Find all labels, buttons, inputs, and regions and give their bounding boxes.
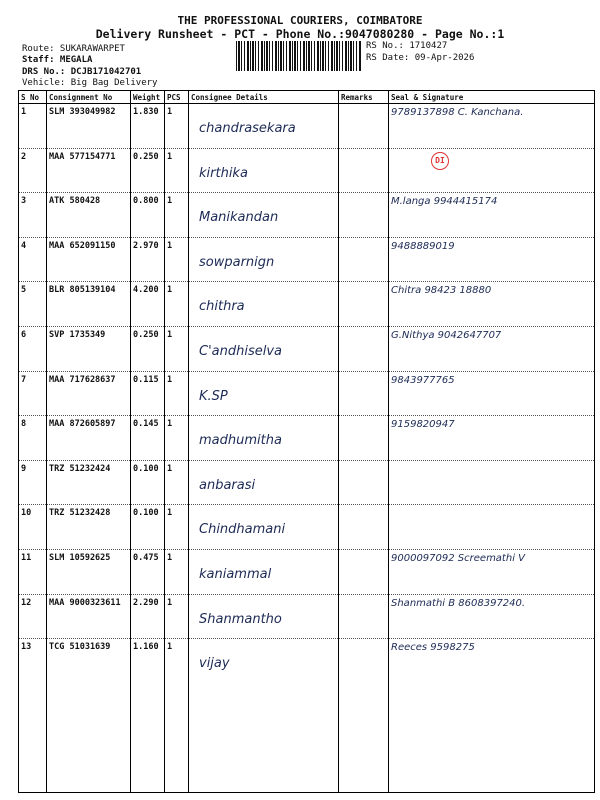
cell-weight-text: 2.970 [133,240,159,251]
cell-signature [389,237,595,282]
cell-pcs [165,416,189,461]
cell-consignee-text: anbarasi [199,477,256,493]
cell-signature-text: 9159820947 [391,419,455,431]
cell-consignment-no [47,416,131,461]
cell-pcs [165,193,189,238]
cell-sno-text: 12 [21,597,32,608]
cell-sno [19,460,47,505]
cell-sno-text: 3 [21,196,27,207]
cell-weight-text: 0.475 [133,552,159,563]
cell-consignment-no-text: MAA 717628637 [49,374,116,385]
cell-sno [19,282,47,327]
runsheet-subtitle: Delivery Runsheet - PCT - Phone No.:9047080280 - Page No.:1 [95,27,505,41]
cell-weight-text: 0.100 [133,463,159,474]
table-row [19,594,595,639]
cell-signature [389,460,595,505]
cell-consignee [189,416,339,461]
cell-remarks [339,282,389,327]
cell-sno-text: 4 [21,240,27,251]
cell-consignment-no [47,639,131,793]
rs-number: RS No.: 1710427 [366,41,448,51]
col-pcs: PCS [165,91,189,104]
cell-weight [131,237,165,282]
cell-remarks [339,460,389,505]
col-consignment: Consignment No [47,91,131,104]
cell-consignment-no [47,371,131,416]
cell-consignment-no-text: TRZ 51232428 [49,508,111,519]
col-consignee: Consignee Details [189,91,339,104]
cell-weight-text: 0.145 [133,419,159,430]
cell-signature-text: 9000097092 Screemathi V [391,552,525,564]
cell-pcs-text: 1 [167,196,173,207]
delivered-stamp-icon: DI [431,152,449,170]
table-row [19,237,595,282]
table-row [19,460,595,505]
cell-consignee [189,282,339,327]
cell-consignee-text: vijay [199,656,230,672]
cell-pcs-text: 1 [167,642,173,653]
route-label: Route: SUKARAWARPET [22,44,125,54]
cell-weight [131,416,165,461]
cell-consignment-no-text: TCG 51031639 [49,642,111,653]
cell-consignment-no [47,505,131,550]
cell-consignee [189,326,339,371]
cell-pcs [165,460,189,505]
cell-sno-text: 6 [21,329,27,340]
cell-weight [131,282,165,327]
cell-sno-text: 9 [21,463,27,474]
cell-signature-text: 9789137898 C. Kanchana. [391,107,524,118]
cell-consignee [189,460,339,505]
cell-consignment-no [47,549,131,594]
cell-consignee-text: sowparnign [199,254,275,270]
cell-sno [19,326,47,371]
cell-sno [19,237,47,282]
cell-weight [131,549,165,594]
cell-consignment-no [47,104,131,149]
col-weight: Weight [131,91,165,104]
cell-pcs-text: 1 [167,329,173,340]
cell-remarks [339,104,389,149]
cell-sno-text: 1 [21,107,27,117]
cell-remarks [339,594,389,639]
cell-pcs [165,148,189,193]
cell-sno-text: 7 [21,374,27,385]
col-sno: S No [19,91,47,104]
cell-signature-text: Chitra 98423 18880 [391,285,492,297]
cell-sno [19,104,47,149]
cell-signature-text: 9488889019 [391,240,455,252]
cell-signature-text: M.langa 9944415174 [391,196,498,208]
cell-sno-text: 2 [21,151,27,162]
cell-signature [389,639,595,793]
cell-pcs-text: 1 [167,552,173,563]
cell-sno [19,594,47,639]
runsheet-table [18,90,595,793]
cell-sno [19,505,47,550]
cell-consignment-no [47,193,131,238]
cell-consignment-no [47,594,131,639]
cell-consignee-text: kaniammal [199,566,272,582]
cell-consignee [189,371,339,416]
cell-weight-text: 0.100 [133,508,159,519]
cell-consignee-text: chithra [199,299,245,315]
cell-consignee [189,594,339,639]
cell-pcs [165,505,189,550]
cell-consignee [189,104,339,149]
cell-consignment-no [47,282,131,327]
cell-consignee-text: Shanmantho [199,611,282,627]
cell-sno [19,549,47,594]
table-row [19,282,595,327]
cell-signature [389,505,595,550]
cell-remarks [339,549,389,594]
vehicle-label: Vehicle: Big Bag Delivery [22,78,158,88]
cell-pcs-text: 1 [167,463,173,474]
cell-weight-text: 0.250 [133,329,159,340]
cell-sno-text: 5 [21,285,27,296]
table-row [19,193,595,238]
cell-consignment-no-text: MAA 577154771 [49,151,116,162]
cell-remarks [339,148,389,193]
cell-signature-text: 9843977765 [391,374,455,386]
cell-weight [131,460,165,505]
cell-pcs-text: 1 [167,240,173,251]
cell-pcs-text: 1 [167,285,173,296]
cell-consignee-text: chandrasekara [199,121,296,136]
cell-pcs-text: 1 [167,419,173,430]
cell-pcs [165,549,189,594]
cell-sno-text: 11 [21,552,32,563]
cell-consignment-no-text: BLR 805139104 [49,285,116,296]
cell-weight [131,594,165,639]
cell-remarks [339,193,389,238]
cell-consignee-text: madhumitha [199,433,282,449]
cell-remarks [339,639,389,793]
cell-pcs-text: 1 [167,374,173,385]
cell-weight [131,639,165,793]
cell-sno-text: 8 [21,419,27,430]
rs-info [366,40,474,64]
cell-pcs [165,326,189,371]
cell-consignee [189,237,339,282]
cell-signature [389,282,595,327]
table-row [19,148,595,193]
cell-sno-text: 10 [21,508,32,519]
cell-pcs [165,639,189,793]
drs-label: DRS No.: DCJB171042701 [22,67,142,77]
cell-pcs-text: 1 [167,151,173,162]
cell-pcs [165,594,189,639]
cell-consignee [189,193,339,238]
cell-consignment-no-text: TRZ 51232424 [49,463,111,474]
cell-signature-text: Reeces 9598275 [391,642,475,654]
cell-pcs-text: 1 [167,107,173,117]
cell-signature [389,193,595,238]
cell-consignment-no [47,460,131,505]
cell-sno [19,148,47,193]
cell-weight-text: 4.200 [133,285,159,296]
cell-consignment-no-text: ATK 580428 [49,196,101,207]
rs-date: RS Date: 09-Apr-2026 [366,53,475,63]
cell-consignee-text: C'andhiselva [199,343,283,359]
cell-signature-text: G.Nithya 9042647707 [391,329,502,341]
cell-consignment-no [47,148,131,193]
cell-weight [131,371,165,416]
cell-consignment-no-text: SVP 1735349 [49,329,106,340]
cell-remarks [339,416,389,461]
table-row [19,549,595,594]
cell-consignee [189,549,339,594]
table-row [19,505,595,550]
cell-weight-text: 1.830 [133,107,159,117]
cell-pcs-text: 1 [167,597,173,608]
staff-label: Staff: MEGALA [22,55,93,65]
table-header-row [19,91,595,104]
cell-sno-text: 13 [21,642,32,653]
cell-signature [389,594,595,639]
cell-pcs [165,282,189,327]
cell-remarks [339,237,389,282]
cell-pcs-text: 1 [167,508,173,519]
cell-weight-text: 0.250 [133,151,159,162]
col-signature: Seal & Signature [389,91,595,104]
cell-consignment-no-text: SLM 393049982 [49,107,116,117]
cell-signature-text: Shanmathi B 8608397240. [391,597,526,609]
cell-remarks [339,371,389,416]
table-row [19,326,595,371]
cell-consignee [189,639,339,793]
table-row [19,104,595,149]
cell-pcs [165,104,189,149]
table-row [19,416,595,461]
table-row [19,639,595,793]
cell-pcs [165,237,189,282]
cell-sno [19,416,47,461]
cell-weight-text: 2.290 [133,597,159,608]
cell-weight [131,148,165,193]
cell-signature [389,148,595,193]
cell-pcs [165,371,189,416]
col-remarks: Remarks [339,91,389,104]
cell-consignment-no-text: MAA 872605897 [49,419,116,430]
cell-sno [19,193,47,238]
cell-weight [131,505,165,550]
cell-consignee-text: kirthika [199,165,248,181]
cell-remarks [339,505,389,550]
runsheet-company-title: THE PROFESSIONAL COURIERS, COIMBATORE [177,14,423,27]
cell-weight-text: 0.800 [133,196,159,207]
cell-consignee [189,148,339,193]
cell-sno [19,639,47,793]
cell-consignment-no-text: SLM 10592625 [49,552,111,563]
cell-remarks [339,326,389,371]
table-row [19,371,595,416]
cell-signature [389,549,595,594]
cell-weight [131,104,165,149]
cell-signature [389,326,595,371]
cell-signature [389,416,595,461]
cell-consignment-no [47,326,131,371]
cell-consignment-no-text: MAA 652091150 [49,240,116,251]
cell-signature [389,104,595,149]
cell-signature [389,371,595,416]
cell-weight-text: 1.160 [133,642,159,653]
barcode-icon [236,41,362,71]
cell-consignment-no-text: MAA 9000323611 [49,597,121,608]
cell-weight [131,193,165,238]
cell-consignee [189,505,339,550]
cell-weight-text: 0.115 [133,374,159,385]
cell-sno [19,371,47,416]
cell-consignee-text: Chindhamani [199,522,286,538]
cell-consignment-no [47,237,131,282]
cell-consignee-text: K.SP [199,388,228,404]
cell-consignee-text: Manikandan [199,210,279,226]
cell-weight [131,326,165,371]
